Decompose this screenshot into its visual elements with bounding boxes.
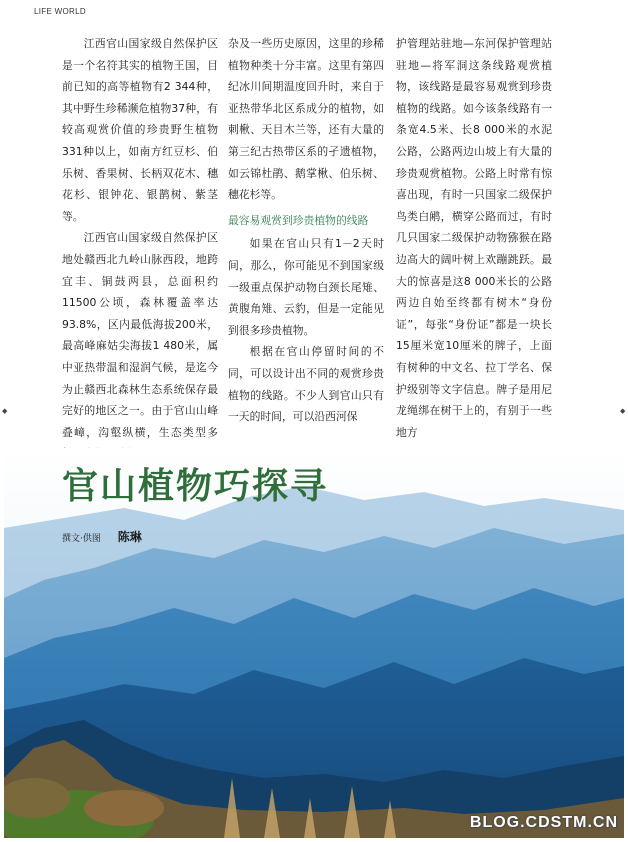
feature-title: 官山植物巧探寻 <box>62 465 329 507</box>
text-column-3 <box>396 33 552 443</box>
text-column-1 <box>62 33 218 465</box>
paragraph: 护管理站驻地—东河保护管理站驻地—将军洞这条线路观赏植物，该线路是最容易观赏到珍贵植物的线路。如今该条线路有一条宽4.5米、长8 000米的水泥公路，公路两边山坡上有大量的珍贵观赏植物。公路上时常有惊喜出现，有时一只国家二级保护鸟类白鹇，横穿公路而过，有时几只国家二级保护动物猕猴在路边高大的阔叶树上欢蹦跳跃。最大的惊喜是这8 000米长的公路两边自始至终都有树木“身份证”，每张“身份证”都是一块长15厘米宽10厘米的牌子，上面有树种的中文名、拉丁学名、保护级别等文字信息。牌子是用尼龙绳绑在树干上的，有别于一些地方 <box>396 37 552 439</box>
byline-label: 撰文·供图 <box>62 534 101 544</box>
section-subheading: 最容易观赏到珍贵植物的线路 <box>228 213 369 227</box>
paragraph: 江西官山国家级自然保护区地处赣西北九岭山脉西段，地跨宜丰、铜鼓两县，总面积约11500公顷，森林覆盖率达93.8%，区内最低海拔200米，最高峰麻姑尖海拔1 480米，属中亚热带温和湿润气候，是迄今为止赣西北森林生态系统保存最完好的地区之一。由于官山山峰叠嶂，沟壑纵横，生态类型多 <box>62 231 218 439</box>
author-name: 陈琳 <box>117 530 142 544</box>
site-watermark: BLOG.CDSTM.CN <box>469 814 618 831</box>
paragraph: 如果在官山只有1－2天时间，那么，你可能见不到国家级一级重点保护动物白颈长尾雉、黄腹角雉、云豹，但是一定能见到很多珍贵植物。 <box>228 237 384 337</box>
crop-mark-right-icon: ◆ <box>620 407 626 415</box>
paragraph: 江西官山国家级自然保护区是一个名符其实的植物王国，目前已知的高等植物有2 344种，其中野生珍稀濒危植物37种，有较高观赏价值的珍贵野生植物331种以上，如南方红豆杉、伯乐树、香果树、长柄双花木、穗花杉、银钟花、银鹊树、紫茎等。 <box>62 37 218 223</box>
text-column-2 <box>228 33 384 428</box>
section-header: LIFE WORLD <box>34 7 86 16</box>
paragraph: 杂及一些历史原因，这里的珍稀植物种类十分丰富。这里有第四纪冰川间期温度回升时，来自于亚热带华北区系成分的植物，如刺楸、天目木兰等，还有大量的第三纪古热带区系的孑遗植物，如云锦杜鹃、鹅掌楸、伯乐树、穗花杉等。 <box>228 37 384 202</box>
crop-mark-left-icon: ◆ <box>2 407 8 415</box>
paragraph: 根据在官山停留时间的不同，可以设计出不同的观赏珍贵植物的线路。不少人到官山只有一天的时间，可以沿西河保 <box>228 345 384 424</box>
byline <box>62 528 142 545</box>
